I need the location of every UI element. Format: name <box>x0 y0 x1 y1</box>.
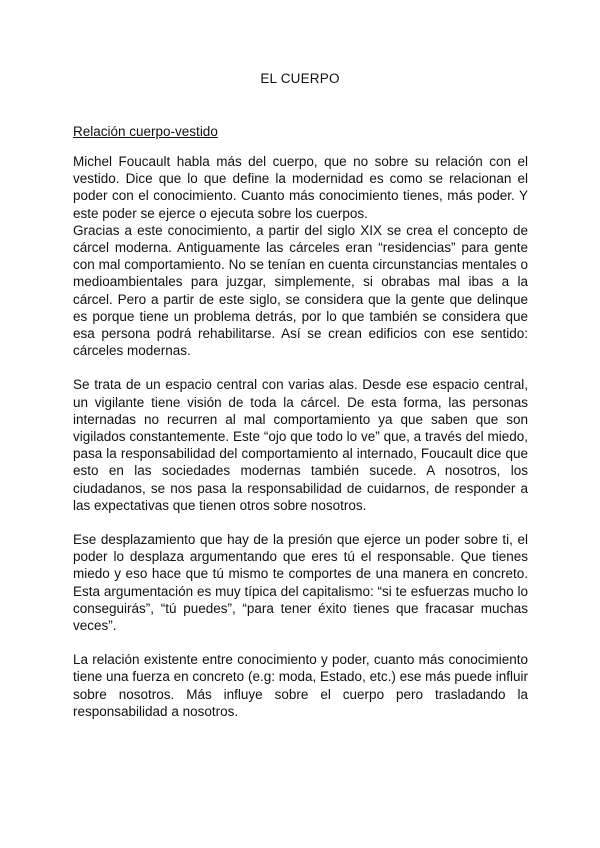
document-body <box>73 153 528 720</box>
paragraph-3: Se trata de un espacio central con varias alas. Desde ese espacio central, un vigilante tiene visión de toda la cárcel. De esta forma, las personas internadas no recurren al mal comportamiento ya que saben que son vigilados constantemente. Este “ojo que todo lo ve” que, a través del miedo, pasa la responsabilidad del comportamiento al internado, Foucault dice que esto en las sociedades modernas también sucede. A nosotros, los ciudadanos, se nos pasa la responsabilidad de cuidarnos, de responder a las expectativas que tienen otros sobre nosotros. <box>73 377 528 513</box>
document-title: EL CUERPO <box>260 71 340 86</box>
paragraph-4: Ese desplazamiento que hay de la presión que ejerce un poder sobre ti, el poder lo desplaza argumentando que eres tú el responsable. Que tienes miedo y eso hace que tú mismo te comportes de una manera en concreto. Esta argumentación es muy típica del capitalismo: “si te esfuerzas mucho lo conseguirás”, “tú puedes”, “para tener éxito tienes que fracasar muchas veces”. <box>73 532 528 634</box>
section-heading: Relación cuerpo-vestido <box>73 124 218 139</box>
paragraph-2: Gracias a este conocimiento, a partir del siglo XIX se crea el concepto de cárcel moderna. Antiguamente las cárceles eran “residencias” para gente con mal comportamiento. No se tenían en cuenta circunstancias mentales o medioambientales para juzgar, simplemente, si obrabas mal ibas a la cárcel. Pero a partir de este siglo, se considera que la gente que delinque es porque tiene un problema detrás, por lo que también se considera que esa persona podrá rehabilitarse. Así se crean edificios con ese sentido: cárceles modernas. <box>73 222 528 359</box>
paragraph-1: Michel Foucault habla más del cuerpo, que no sobre su relación con el vestido. Dice que lo que define la modernidad es como se relacionan el poder con el conocimiento. Cuanto más conocimiento tienes, más poder. Y este poder se ejerce o ejecuta sobre los cuerpos. <box>73 154 528 221</box>
paragraph-5: La relación existente entre conocimiento y poder, cuanto más conocimiento tiene una fuerza en concreto (e.g: moda, Estado, etc.) ese más puede influir sobre nosotros. Más influye sobre el cuerpo pero trasladando la responsabilidad a nosotros. <box>73 652 528 719</box>
